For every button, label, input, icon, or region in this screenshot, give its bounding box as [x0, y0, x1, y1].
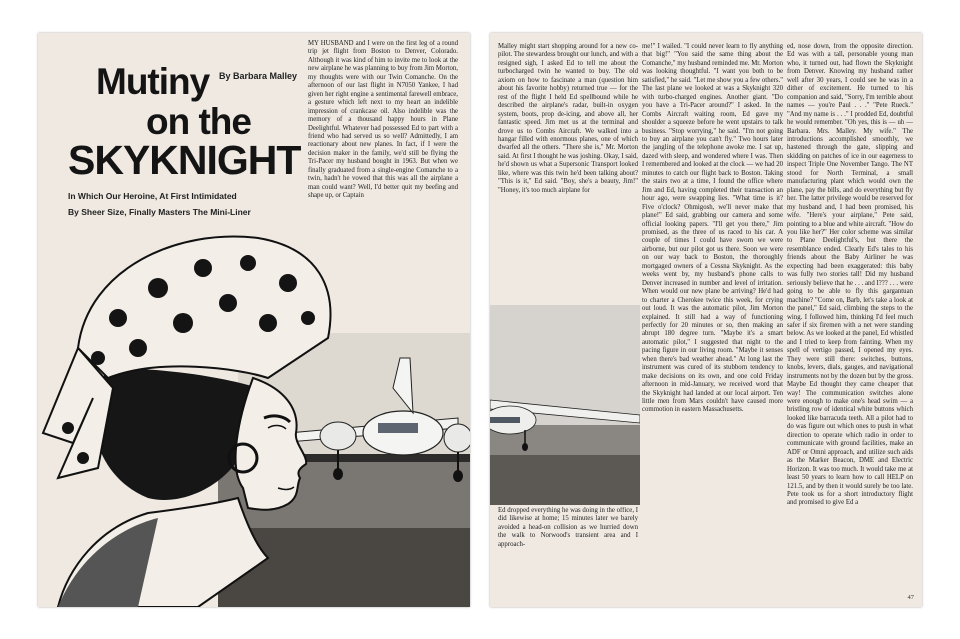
left-page [38, 33, 470, 607]
title-line-2: on the [146, 101, 251, 142]
byline: By Barbara Malley [219, 71, 298, 81]
deck-line-2: By Sheer Size, Finally Masters The Mini-Liner [68, 207, 251, 217]
right-page [490, 33, 922, 607]
photo-airplane-on-runway [490, 305, 640, 505]
deck-line-1: In Which Our Heroine, At First Intimidated [68, 191, 237, 201]
body-column-1-bottom: Ed dropped everything he was doing in the office, I did likewise at home; 15 minutes later we barely avoided a head-on collision as we hurried down the walk to Norwood's transient area and I approach- [498, 507, 638, 548]
title-line-3: SKYKNIGHT [68, 137, 301, 183]
body-column-2: me!" I wailed. "I could never learn to fly anything that big!" "You said the same thing about the Comanche," my husband reminded me. Mr. Morton was looking thoughtful. "I want you both to be satisfied," he said. "Let me show you a few others." The last plane we looked at was a Skyknight 320 with turbo-charged engines. Another giant. "Do you have a Tri-Pacer around?" I asked. In the Combs Aircraft waiting room, Ed gave my shoulder a squeeze before he went upstairs to talk business. "Stop worrying," he said. "I'm not going to buy an airplane you can't fly." Two hours later the jangling of the telephone awoke me. I sat up, dazed with sleep, and wondered where I was. Then I remembered and looked at the clock — we had 20 minutes to catch our flight back to Boston. Taking the stairs two at a time, I found the office where Jim and Ed, having completed their transaction an hour ago, were swapping lies. "What time is it? Five o'clock? Ohmigosh, we'll never make that plane!" Ed said, grabbing our camera and some official looking papers. "I'll get you there," Jim promised, as the three of us raced to his car. A couple of times I could have sworn we were airborne, but our pilot got us there. Soon we were on our way back to Boston, the thoroughly mortgaged owners of a Cessna Skyknight. As the weeks went by, my husband's phone calls to Denver increased in number and level of irritation. When would our new plane be arriving? He'd had to charter a Cherokee twice this week, for crying out loud. It was the automatic pilot, Jim Morton explained. It still had a way of functioning perfectly for 20 minutes or so, then making an abrupt 180 degree turn. "Maybe it's a smart automatic pilot," I suggested that night to the pacing figure in our living room. "Maybe it senses when there's bad weather ahead." At long last the instrument was cured of its stubborn tendency to make decisions on its own, and one cold Friday afternoon in mid-January, we received word that the Skyknight had landed at our local airport. Ten little men from Mars couldn't have caused more commotion in eastern Massachusetts. [642, 43, 783, 414]
page-number: 47 [907, 594, 914, 601]
body-column-1-top: Malley might start shopping around for a new co-pilot. The stewardess brought our lunch, and with a resigned sigh, I asked Ed to tell me about the turbocharged twin he wanted to buy. The old axiom on how to fascinate a man (question him about his favorite hobby) returned true — for the rest of the flight I held Ed spellbound while he described the airplane's radar, built-in oxygen system, boots, prop de-icing, and above all, her fantastic speed. Jim met us at the terminal and drove us to Combs Aircraft. We walked into a hangar filled with enormous planes, one of which dwarfed all the others. "There she is," Mr. Morton said. At first I thought he was joshing. Okay, I said, he'd shown us what a Supersonic Transport looked like, where was this twin he'd been talking about? "This is it," Ed said. "Boy, she's a beauty, Jim!" "Honey, it's too much airplane for [498, 43, 638, 194]
title-line-1: Mutiny [96, 61, 210, 102]
body-column-left: MY HUSBAND and I were on the first leg of a round trip jet flight from Boston to Denver, Colorado. Although it was kind of him to invite me to look at the new airplane he was planning to buy from Jim Morton, my thoughts were with our Twin Comanche. On the afternoon of our last flight in N7050 Yankee, I had given her right engine a sentimental farewell embrace, a gesture which left next to my heart an indelible impression of crankcase oil. Also indelible was the memory of a thousand happy hours in Plane Deelightful. Whatever had possessed Ed to part with a friend who had served us so well? Admittedly, I am reactionary about new planes. In fact, if I were the decision maker in the family, we'd still be flying the Tri-Pacer my husband bought in 1963. But when we finally graduated from a single-engine Comanche to a twin, hadn't he vowed that this was all the airplane a man could want? Well, I'd better quit my beefing and shape up, or Captain [308, 40, 458, 200]
body-column-3: ed, nose down, from the opposite direction. Ed was with a tall, personable young man who, it turned out, had flown the Skyknight from Denver. Knowing my husband rather well after 30 years, I could see he was in a dither of excitement. He turned to his companion and said, "Sorry, I'm terrible about names — you're Paul . . ." "Pete Rueck." "And my name is . . ." I prodded Ed, doubtful he would remember. "Oh yes, this is — uh — Barbara. Mrs. Malley. My wife." The introductions accomplished smoothly, we hastened through the gate, slipping and skidding on patches of ice in our eagerness to inspect Triple One November Tango. The NT stood for North Terminal, a small manufacturing plant which would own the plane, pay the bills, and do everything but fly her. The latter privilege would be reserved for my husband and, I had been promised, his wife. "Here's your airplane," Pete said, pointing to a blue and white aircraft. "How do you like her?" Her color scheme was similar to Plane Deelightful's, but there the resemblance ended. Clearly Ed's tales to his friends about the Baby Airliner he was expecting had been exaggerated: this baby was fully two stories tall! Did my husband seriously believe that he . . . and I??? . . . were going to be able to fly this gargantuan machine? "Come on, Barb, let's take a look at the panel," Ed said, climbing the steps to the wing. I followed him, thinking I'd feel much safer if six firemen with a net were standing below. As we looked at the panel, Ed whistled and I tried to keep from fainting. When my spell of vertigo passed, I opened my eyes. They were still there: switches, buttons, knobs, levers, dials, gauges, and navigational instruments not by the dozen but by the gross. Maybe Ed thought they came cheaper that way! The communication switches alone were enough to make one's head swim — a bristling row of identical white buttons which looked like barracuda teeth. All a pilot had to do was figure out which ones to push in what direction to operate which radio in order to communicate with ground facilities, make an ADF or Omni approach, and utilize such aids as the Marker Beacon, DME and Electric Horizon. It was too much. It would take me at least 50 years to learn how to call HELP on 121.5, and by then it would surely be too late. Pete took us for a short introductory flight and promised to give Ed a [787, 43, 913, 507]
